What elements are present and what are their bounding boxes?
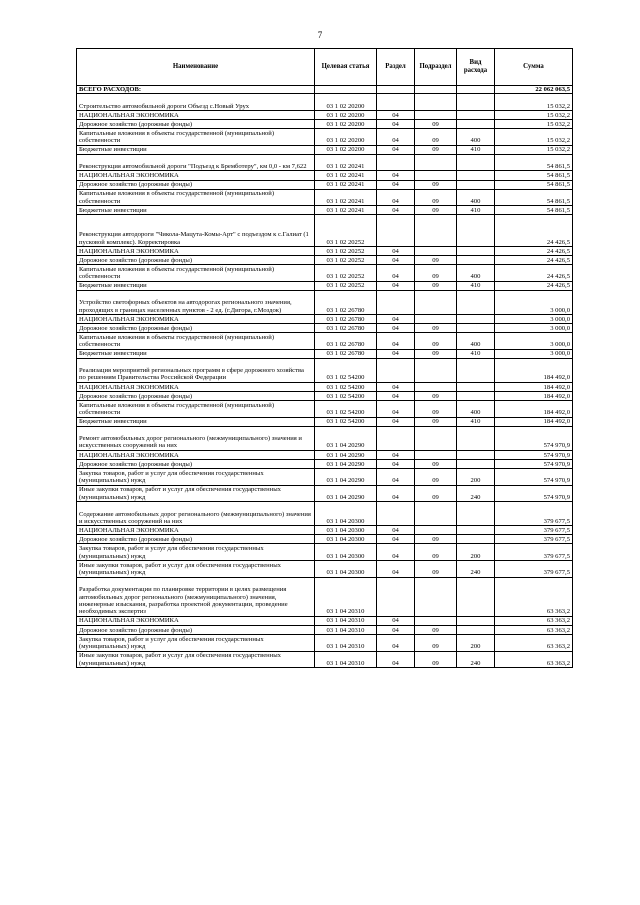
- table-row: [77, 129, 573, 146]
- total-empty-code: [315, 86, 377, 94]
- cell-section: 04: [377, 110, 415, 119]
- table-row: [77, 189, 573, 206]
- cell-expense-type: 200: [457, 634, 495, 651]
- cell-sum: 15 032,2: [495, 120, 573, 129]
- cell-expense-type: 410: [457, 349, 495, 358]
- table-row: [77, 401, 573, 418]
- header-sum: Сумма: [495, 49, 573, 86]
- expenditure-table: [76, 48, 573, 668]
- cell-target-article: 03 1 04 20300: [315, 561, 377, 578]
- cell-sum: 3 000,0: [495, 333, 573, 350]
- cell-sum: 24 426,5: [495, 256, 573, 265]
- cell-subsection: [415, 382, 457, 391]
- cell-expense-type: [457, 120, 495, 129]
- cell-section: 04: [377, 281, 415, 290]
- cell-expense-type: [457, 180, 495, 189]
- cell-target-article: 03 1 04 20290: [315, 485, 377, 502]
- cell-name: Иные закупки товаров, работ и услуг для обеспечения государственных (муниципальных) нужд: [77, 651, 315, 668]
- cell-subsection: 09: [415, 401, 457, 418]
- cell-sum: 63 363,2: [495, 651, 573, 668]
- cell-target-article: 03 1 04 20310: [315, 634, 377, 651]
- cell-sum: 379 677,5: [495, 544, 573, 561]
- header-section: Раздел: [377, 49, 415, 86]
- cell-sum: 24 426,5: [495, 265, 573, 282]
- cell-sum: 54 861,5: [495, 189, 573, 206]
- cell-target-article: 03 1 04 20310: [315, 616, 377, 625]
- cell-section: 04: [377, 129, 415, 146]
- cell-subsection: 09: [415, 634, 457, 651]
- cell-target-article: 03 1 04 20300: [315, 544, 377, 561]
- table-row: [77, 417, 573, 426]
- cell-name: Строительство автомобильной дороги Объезд с.Новый Урух: [77, 94, 315, 111]
- cell-expense-type: [457, 215, 495, 247]
- cell-sum: 63 363,2: [495, 634, 573, 651]
- cell-target-article: 03 1 02 54200: [315, 391, 377, 400]
- cell-subsection: [415, 94, 457, 111]
- cell-subsection: [415, 450, 457, 459]
- cell-subsection: 09: [415, 544, 457, 561]
- cell-section: 04: [377, 171, 415, 180]
- cell-section: 04: [377, 485, 415, 502]
- cell-section: [377, 358, 415, 382]
- cell-name: Дорожное хозяйство (дорожные фонды): [77, 256, 315, 265]
- cell-expense-type: [457, 426, 495, 450]
- cell-target-article: 03 1 02 26780: [315, 290, 377, 314]
- cell-section: 04: [377, 145, 415, 154]
- cell-subsection: [415, 171, 457, 180]
- cell-name: Иные закупки товаров, работ и услуг для обеспечения государственных (муниципальных) нужд: [77, 561, 315, 578]
- total-empty-type: [457, 86, 495, 94]
- table-row: [77, 561, 573, 578]
- cell-sum: 184 492,0: [495, 391, 573, 400]
- cell-section: 04: [377, 314, 415, 323]
- cell-subsection: 09: [415, 485, 457, 502]
- cell-section: [377, 290, 415, 314]
- table-row: [77, 358, 573, 382]
- cell-target-article: 03 1 02 54200: [315, 417, 377, 426]
- cell-subsection: 09: [415, 189, 457, 206]
- cell-expense-type: 200: [457, 469, 495, 486]
- table-row: [77, 485, 573, 502]
- cell-section: 04: [377, 401, 415, 418]
- cell-name: Закупка товаров, работ и услуг для обеспечения государственных (муниципальных) нужд: [77, 469, 315, 486]
- table-row: [77, 382, 573, 391]
- cell-sum: 15 032,2: [495, 110, 573, 119]
- table-row: [77, 577, 573, 616]
- cell-target-article: 03 1 04 20290: [315, 426, 377, 450]
- cell-sum: 15 032,2: [495, 129, 573, 146]
- cell-name: Содержание автомобильных дорог регионального (межмуниципального) значения и искусственных сооружений на них: [77, 502, 315, 526]
- cell-sum: 184 492,0: [495, 401, 573, 418]
- cell-subsection: 09: [415, 625, 457, 634]
- table-row: [77, 145, 573, 154]
- cell-subsection: [415, 526, 457, 535]
- cell-subsection: 09: [415, 256, 457, 265]
- header-subsection: Подраздел: [415, 49, 457, 86]
- cell-name: Дорожное хозяйство (дорожные фонды): [77, 120, 315, 129]
- cell-sum: 184 492,0: [495, 358, 573, 382]
- cell-section: 04: [377, 265, 415, 282]
- cell-target-article: 03 1 02 20252: [315, 215, 377, 247]
- table-row: [77, 526, 573, 535]
- cell-subsection: [415, 246, 457, 255]
- cell-section: 04: [377, 180, 415, 189]
- cell-sum: 54 861,5: [495, 154, 573, 171]
- cell-sum: 3 000,0: [495, 290, 573, 314]
- table-row: [77, 502, 573, 526]
- cell-sum: 379 677,5: [495, 526, 573, 535]
- cell-expense-type: 200: [457, 544, 495, 561]
- cell-section: [377, 94, 415, 111]
- cell-subsection: 09: [415, 180, 457, 189]
- table-row: [77, 651, 573, 668]
- cell-section: 04: [377, 526, 415, 535]
- cell-target-article: 03 1 02 26780: [315, 314, 377, 323]
- cell-target-article: 03 1 04 20300: [315, 526, 377, 535]
- table-row: [77, 314, 573, 323]
- table-row: [77, 459, 573, 468]
- cell-expense-type: [457, 535, 495, 544]
- cell-target-article: 03 1 02 20252: [315, 256, 377, 265]
- cell-sum: 54 861,5: [495, 180, 573, 189]
- cell-subsection: 09: [415, 417, 457, 426]
- cell-section: 04: [377, 544, 415, 561]
- cell-subsection: [415, 577, 457, 616]
- cell-sum: 54 861,5: [495, 206, 573, 215]
- cell-target-article: 03 1 02 20252: [315, 281, 377, 290]
- cell-target-article: 03 1 02 20241: [315, 180, 377, 189]
- table-row: [77, 154, 573, 171]
- table-row: [77, 120, 573, 129]
- cell-name: НАЦИОНАЛЬНАЯ ЭКОНОМИКА: [77, 110, 315, 119]
- cell-sum: 15 032,2: [495, 94, 573, 111]
- cell-target-article: 03 1 02 20241: [315, 206, 377, 215]
- cell-section: [377, 502, 415, 526]
- cell-expense-type: 410: [457, 281, 495, 290]
- cell-name: Дорожное хозяйство (дорожные фонды): [77, 391, 315, 400]
- cell-section: 04: [377, 625, 415, 634]
- cell-section: [377, 426, 415, 450]
- table-row: [77, 290, 573, 314]
- table-row: [77, 94, 573, 111]
- cell-expense-type: [457, 577, 495, 616]
- cell-section: 04: [377, 246, 415, 255]
- cell-section: 04: [377, 535, 415, 544]
- cell-sum: 3 000,0: [495, 314, 573, 323]
- cell-name: НАЦИОНАЛЬНАЯ ЭКОНОМИКА: [77, 246, 315, 255]
- cell-name: Бюджетные инвестиции: [77, 417, 315, 426]
- table-row: [77, 110, 573, 119]
- cell-target-article: 03 1 02 54200: [315, 358, 377, 382]
- cell-section: 04: [377, 417, 415, 426]
- cell-name: Закупка товаров, работ и услуг для обеспечения государственных (муниципальных) нужд: [77, 544, 315, 561]
- cell-subsection: [415, 502, 457, 526]
- cell-subsection: 09: [415, 281, 457, 290]
- total-sum: 22 062 063,5: [495, 86, 573, 94]
- cell-target-article: 03 1 02 26780: [315, 333, 377, 350]
- cell-sum: 574 970,9: [495, 426, 573, 450]
- cell-target-article: 03 1 02 20241: [315, 189, 377, 206]
- cell-expense-type: [457, 246, 495, 255]
- cell-section: 04: [377, 469, 415, 486]
- cell-name: Реконструкция автодороги "Чикола-Мацута-Комы-Арт" с подъездом к с.Галиат (1 пусковой комплекс). Корректировка: [77, 215, 315, 247]
- cell-expense-type: 240: [457, 561, 495, 578]
- cell-expense-type: 240: [457, 485, 495, 502]
- cell-name: НАЦИОНАЛЬНАЯ ЭКОНОМИКА: [77, 450, 315, 459]
- total-row: [77, 86, 573, 94]
- cell-subsection: 09: [415, 469, 457, 486]
- cell-sum: 24 426,5: [495, 246, 573, 255]
- cell-name: Бюджетные инвестиции: [77, 281, 315, 290]
- cell-subsection: 09: [415, 333, 457, 350]
- cell-target-article: 03 1 02 20200: [315, 145, 377, 154]
- cell-name: Реализация мероприятий региональных программ в сфере дорожного хозяйства по решениям Правительства Российской Федерации: [77, 358, 315, 382]
- cell-expense-type: 410: [457, 417, 495, 426]
- cell-expense-type: 400: [457, 333, 495, 350]
- table-row: [77, 391, 573, 400]
- table-row: [77, 281, 573, 290]
- cell-subsection: 09: [415, 129, 457, 146]
- cell-subsection: [415, 110, 457, 119]
- cell-name: Ремонт автомобильных дорог регионального (межмуниципального) значения и искусственных сооружений на них: [77, 426, 315, 450]
- cell-name: Дорожное хозяйство (дорожные фонды): [77, 180, 315, 189]
- cell-subsection: 09: [415, 206, 457, 215]
- cell-target-article: 03 1 04 20310: [315, 625, 377, 634]
- cell-sum: 574 970,9: [495, 469, 573, 486]
- table-row: [77, 544, 573, 561]
- cell-sum: 3 000,0: [495, 349, 573, 358]
- cell-expense-type: [457, 382, 495, 391]
- table-header-row: [77, 49, 573, 86]
- header-name: Наименование: [77, 49, 315, 86]
- cell-section: 04: [377, 616, 415, 625]
- cell-section: 04: [377, 256, 415, 265]
- cell-sum: 184 492,0: [495, 417, 573, 426]
- table-row: [77, 469, 573, 486]
- cell-expense-type: 400: [457, 401, 495, 418]
- cell-expense-type: 400: [457, 129, 495, 146]
- cell-sum: 379 677,5: [495, 561, 573, 578]
- table-row: [77, 634, 573, 651]
- cell-name: НАЦИОНАЛЬНАЯ ЭКОНОМИКА: [77, 382, 315, 391]
- cell-sum: 3 000,0: [495, 323, 573, 332]
- cell-name: Капитальные вложения в объекты государственной (муниципальной) собственности: [77, 189, 315, 206]
- cell-target-article: 03 1 04 20310: [315, 651, 377, 668]
- cell-name: Капитальные вложения в объекты государственной (муниципальной) собственности: [77, 333, 315, 350]
- cell-target-article: 03 1 02 20200: [315, 94, 377, 111]
- cell-expense-type: [457, 459, 495, 468]
- cell-name: Разработка документации по планировке территории в целях размещения автомобильных дорог регионального (межмуниципального) значения, инженерные изыскания, разработка проектной документации, проведение необходимых экспертиз: [77, 577, 315, 616]
- cell-subsection: 09: [415, 323, 457, 332]
- cell-expense-type: [457, 502, 495, 526]
- cell-target-article: 03 1 04 20300: [315, 502, 377, 526]
- cell-expense-type: [457, 94, 495, 111]
- cell-sum: 184 492,0: [495, 382, 573, 391]
- header-expense-type: Вид расхода: [457, 49, 495, 86]
- cell-subsection: [415, 314, 457, 323]
- page-number: 7: [317, 30, 323, 40]
- cell-expense-type: [457, 110, 495, 119]
- cell-expense-type: [457, 616, 495, 625]
- cell-expense-type: [457, 154, 495, 171]
- cell-target-article: 03 1 02 54200: [315, 382, 377, 391]
- cell-sum: 574 970,9: [495, 459, 573, 468]
- cell-section: 04: [377, 333, 415, 350]
- table-row: [77, 450, 573, 459]
- cell-section: 04: [377, 382, 415, 391]
- table-row: [77, 215, 573, 247]
- cell-subsection: 09: [415, 349, 457, 358]
- table-row: [77, 265, 573, 282]
- cell-target-article: 03 1 04 20290: [315, 469, 377, 486]
- cell-sum: 63 363,2: [495, 577, 573, 616]
- cell-expense-type: [457, 526, 495, 535]
- cell-expense-type: [457, 323, 495, 332]
- table-row: [77, 256, 573, 265]
- cell-section: 04: [377, 651, 415, 668]
- cell-sum: 574 970,9: [495, 450, 573, 459]
- cell-section: [377, 577, 415, 616]
- table-row: [77, 180, 573, 189]
- table-row: [77, 333, 573, 350]
- total-label: ВСЕГО РАСХОДОВ:: [77, 86, 315, 94]
- cell-section: [377, 154, 415, 171]
- cell-target-article: 03 1 02 20200: [315, 120, 377, 129]
- cell-expense-type: 410: [457, 206, 495, 215]
- cell-subsection: [415, 215, 457, 247]
- cell-sum: 574 970,9: [495, 485, 573, 502]
- cell-name: Капитальные вложения в объекты государственной (муниципальной) собственности: [77, 401, 315, 418]
- header-target-article: Целевая статья: [315, 49, 377, 86]
- cell-expense-type: [457, 450, 495, 459]
- cell-expense-type: [457, 314, 495, 323]
- cell-sum: 379 677,5: [495, 535, 573, 544]
- cell-subsection: 09: [415, 459, 457, 468]
- cell-name: НАЦИОНАЛЬНАЯ ЭКОНОМИКА: [77, 526, 315, 535]
- cell-expense-type: 240: [457, 651, 495, 668]
- cell-section: 04: [377, 189, 415, 206]
- cell-target-article: 03 1 02 20252: [315, 265, 377, 282]
- cell-subsection: [415, 154, 457, 171]
- table-row: [77, 246, 573, 255]
- cell-name: Бюджетные инвестиции: [77, 349, 315, 358]
- cell-expense-type: [457, 358, 495, 382]
- cell-expense-type: 400: [457, 265, 495, 282]
- cell-section: 04: [377, 349, 415, 358]
- cell-subsection: 09: [415, 535, 457, 544]
- cell-subsection: [415, 426, 457, 450]
- cell-name: Дорожное хозяйство (дорожные фонды): [77, 459, 315, 468]
- table-row: [77, 206, 573, 215]
- cell-expense-type: [457, 256, 495, 265]
- cell-name: НАЦИОНАЛЬНАЯ ЭКОНОМИКА: [77, 616, 315, 625]
- cell-target-article: 03 1 04 20300: [315, 535, 377, 544]
- table-row: [77, 323, 573, 332]
- cell-target-article: 03 1 02 20200: [315, 129, 377, 146]
- cell-subsection: 09: [415, 265, 457, 282]
- cell-target-article: 03 1 02 20241: [315, 154, 377, 171]
- table-row: [77, 426, 573, 450]
- cell-subsection: [415, 290, 457, 314]
- cell-section: 04: [377, 450, 415, 459]
- cell-target-article: 03 1 02 26780: [315, 323, 377, 332]
- cell-expense-type: [457, 625, 495, 634]
- cell-sum: 15 032,2: [495, 145, 573, 154]
- cell-target-article: 03 1 04 20310: [315, 577, 377, 616]
- cell-subsection: 09: [415, 391, 457, 400]
- cell-expense-type: 400: [457, 189, 495, 206]
- table-row: [77, 535, 573, 544]
- cell-name: Капитальные вложения в объекты государственной (муниципальной) собственности: [77, 265, 315, 282]
- cell-name: НАЦИОНАЛЬНАЯ ЭКОНОМИКА: [77, 171, 315, 180]
- cell-name: Устройство светофорных объектов на автодорогах регионального значения, проходящих в границах населенных пунктов - 2 ед. (г.Дигора, г.Моздок): [77, 290, 315, 314]
- cell-subsection: 09: [415, 145, 457, 154]
- cell-section: [377, 215, 415, 247]
- cell-target-article: 03 1 02 20241: [315, 171, 377, 180]
- cell-expense-type: [457, 290, 495, 314]
- cell-name: Реконструкция автомобильной дороги "Подъезд к Бремботеру", км 0,0 - км 7,622: [77, 154, 315, 171]
- cell-sum: 24 426,5: [495, 215, 573, 247]
- cell-name: Дорожное хозяйство (дорожные фонды): [77, 323, 315, 332]
- cell-expense-type: 410: [457, 145, 495, 154]
- table-row: [77, 349, 573, 358]
- cell-section: 04: [377, 391, 415, 400]
- cell-target-article: 03 1 02 20200: [315, 110, 377, 119]
- cell-name: Бюджетные инвестиции: [77, 145, 315, 154]
- cell-section: 04: [377, 323, 415, 332]
- cell-subsection: 09: [415, 120, 457, 129]
- cell-sum: 379 677,5: [495, 502, 573, 526]
- cell-sum: 63 363,2: [495, 625, 573, 634]
- cell-section: 04: [377, 561, 415, 578]
- cell-name: Иные закупки товаров, работ и услуг для обеспечения государственных (муниципальных) нужд: [77, 485, 315, 502]
- cell-target-article: 03 1 04 20290: [315, 450, 377, 459]
- cell-expense-type: [457, 391, 495, 400]
- total-empty-sub: [415, 86, 457, 94]
- cell-subsection: [415, 358, 457, 382]
- total-empty-sec: [377, 86, 415, 94]
- cell-name: Бюджетные инвестиции: [77, 206, 315, 215]
- cell-name: Капитальные вложения в объекты государственной (муниципальной) собственности: [77, 129, 315, 146]
- cell-target-article: 03 1 02 20252: [315, 246, 377, 255]
- cell-name: Дорожное хозяйство (дорожные фонды): [77, 535, 315, 544]
- cell-section: 04: [377, 634, 415, 651]
- cell-name: Закупка товаров, работ и услуг для обеспечения государственных (муниципальных) нужд: [77, 634, 315, 651]
- cell-expense-type: [457, 171, 495, 180]
- cell-sum: 63 363,2: [495, 616, 573, 625]
- cell-name: Дорожное хозяйство (дорожные фонды): [77, 625, 315, 634]
- table-row: [77, 171, 573, 180]
- cell-target-article: 03 1 04 20290: [315, 459, 377, 468]
- cell-section: 04: [377, 206, 415, 215]
- cell-sum: 54 861,5: [495, 171, 573, 180]
- cell-target-article: 03 1 02 54200: [315, 401, 377, 418]
- table-row: [77, 616, 573, 625]
- cell-subsection: [415, 616, 457, 625]
- cell-section: 04: [377, 120, 415, 129]
- cell-subsection: 09: [415, 561, 457, 578]
- cell-name: НАЦИОНАЛЬНАЯ ЭКОНОМИКА: [77, 314, 315, 323]
- cell-subsection: 09: [415, 651, 457, 668]
- cell-section: 04: [377, 459, 415, 468]
- table-row: [77, 625, 573, 634]
- cell-target-article: 03 1 02 26780: [315, 349, 377, 358]
- cell-sum: 24 426,5: [495, 281, 573, 290]
